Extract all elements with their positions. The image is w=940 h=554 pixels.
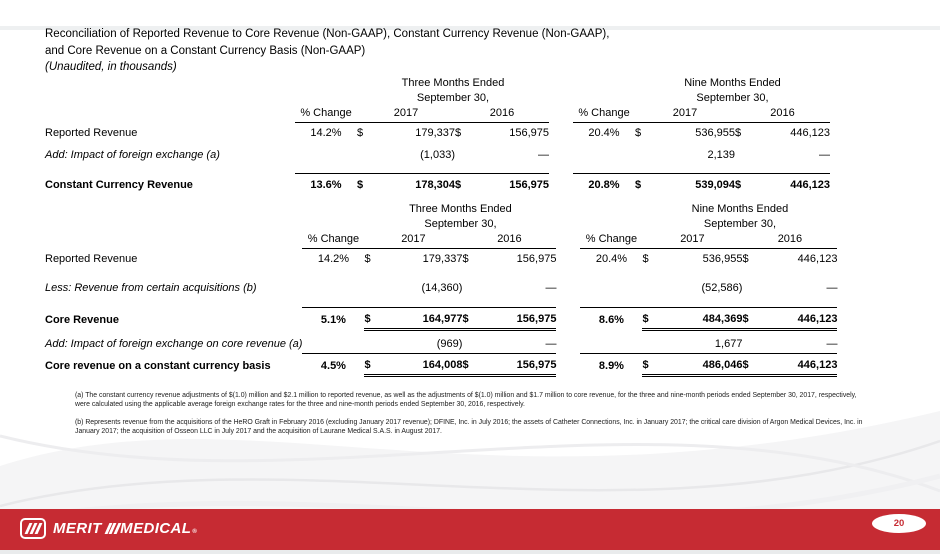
table-row-acquisitions (45, 282, 837, 308)
cell-pct-change: 14.2% (317, 252, 350, 265)
cell-pct-change: 20.8% (573, 173, 635, 195)
row-label: Add: Impact of foreign exchange (a) (45, 149, 220, 161)
dollar-sign: $ (642, 307, 662, 329)
cell-pct-change: 5.1% (302, 307, 364, 329)
dollar-sign: $ (735, 126, 742, 139)
table-row-reported-revenue (45, 122, 830, 149)
registered-mark: ® (192, 529, 198, 535)
dollar-sign: $ (364, 252, 371, 265)
cell-value: 536,955 (702, 252, 743, 265)
dollar-sign: $ (462, 252, 469, 265)
row-label: Constant Currency Revenue (45, 178, 193, 191)
table-row-reported-revenue (45, 248, 837, 282)
dollar-sign: $ (364, 307, 384, 329)
core-revenue-table (45, 202, 837, 377)
col-header-2017: 2017 (642, 232, 742, 249)
cell-value: 179,337 (422, 252, 463, 265)
cell-value: (1,033) (420, 148, 455, 161)
cell-pct-change: 20.4% (588, 126, 620, 139)
title-line-3: (Unaudited, in thousands) (45, 61, 177, 73)
cell-value: 539,094 (655, 173, 735, 195)
col-header-2017: 2017 (357, 106, 455, 123)
dollar-sign: $ (455, 126, 462, 139)
dollar-sign: $ (364, 353, 384, 375)
col-header-2016: 2016 (742, 232, 837, 249)
table-row-core-revenue (45, 307, 837, 329)
row-label: Core revenue on a constant currency basis (45, 360, 271, 372)
brand-name-medical: MEDICAL (120, 520, 192, 537)
col-header-pct-change: % Change (295, 106, 357, 123)
dollar-sign: $ (462, 353, 482, 375)
dollar-sign: $ (642, 252, 649, 265)
cell-pct-change: 14.2% (310, 126, 342, 139)
dollar-sign: $ (357, 126, 364, 139)
brand-slashes-icon (107, 523, 119, 534)
dollar-sign: $ (635, 173, 655, 195)
row-label: Core Revenue (45, 314, 119, 326)
cell-value: 178,304 (377, 173, 455, 195)
period-header-nine-months: Nine Months Ended (691, 202, 789, 215)
row-label: Add: Impact of foreign exchange on core revenue (a) (45, 338, 303, 350)
constant-currency-revenue-table (45, 76, 830, 195)
footer-bar (0, 509, 940, 550)
cell-value: 536,955 (695, 126, 735, 139)
cell-value: (14,360) (421, 281, 463, 294)
cell-value: — (826, 337, 838, 350)
cell-value: 156,975 (482, 307, 556, 329)
brand-name (53, 520, 197, 537)
footnote-b: (b) Represents revenue from the acquisitions of the HeRO Graft in February 2016 (excluding January 2017 revenue); DFINE, Inc. in July 2016; the assets of Catheter Connections, Inc. in January 2017; the critical care division of Argon Medical Devices, Inc. in January 2017; the acquisition of Osseon LLC in July 2017 and the acquisition of Laurane Medical S.A.S. in August 2017. (75, 418, 863, 436)
brand-name-merit: MERIT (53, 520, 102, 537)
title-line-1: Reconciliation of Reported Revenue to Core Revenue (Non-GAAP), Constant Currency Revenue (Non-GAAP), (45, 28, 610, 40)
slide-title (45, 26, 940, 76)
cell-value: 156,975 (509, 126, 549, 139)
cell-value: 2,139 (707, 148, 735, 161)
cell-value: 446,123 (797, 252, 838, 265)
col-header-pct-change: % Change (302, 232, 364, 249)
period-header-three-months: Three Months Ended (409, 202, 512, 215)
cell-value: (52,586) (701, 281, 743, 294)
page-number-badge: 20 (872, 514, 926, 533)
table-row-core-revenue-constant-currency (45, 353, 837, 375)
table-row-fx-impact (45, 149, 830, 174)
cell-value: 1,677 (714, 337, 743, 350)
cell-value: 486,046 (662, 353, 742, 375)
cell-value: 164,008 (384, 353, 462, 375)
cell-value: — (819, 148, 830, 161)
cell-value: (969) (436, 337, 463, 350)
row-label: Reported Revenue (45, 126, 138, 139)
col-header-2017: 2017 (635, 106, 735, 123)
cell-value: 446,123 (762, 353, 837, 375)
dollar-sign: $ (635, 126, 642, 139)
col-header-pct-change: % Change (580, 232, 642, 249)
period-header-three-months: Three Months Ended (401, 76, 505, 89)
dollar-sign: $ (455, 173, 475, 195)
dollar-sign: $ (357, 173, 377, 195)
cell-value: 164,977 (384, 307, 462, 329)
cell-value: 156,975 (475, 173, 549, 195)
table-row-fx-impact-core (45, 329, 837, 353)
col-header-2016: 2016 (462, 232, 556, 249)
period-subheader-nine-months: September 30, (696, 91, 769, 104)
cell-value: — (545, 281, 557, 294)
row-label: Less: Revenue from certain acquisitions (b) (45, 282, 257, 294)
merit-medical-logo (20, 518, 197, 539)
cell-pct-change: 8.6% (580, 307, 642, 329)
period-subheader-three-months: September 30, (416, 91, 490, 104)
cell-value: 446,123 (762, 307, 837, 329)
table-row-constant-currency-revenue (45, 173, 830, 195)
period-header-nine-months: Nine Months Ended (684, 76, 781, 89)
cell-value: 446,123 (790, 126, 830, 139)
dollar-sign: $ (462, 307, 482, 329)
dollar-sign: $ (735, 173, 755, 195)
cell-pct-change: 4.5% (302, 353, 364, 375)
title-line-2: and Core Revenue on a Constant Currency Basis (Non-GAAP) (45, 44, 366, 57)
cell-value: 156,975 (516, 252, 557, 265)
col-header-2016: 2016 (735, 106, 830, 123)
col-header-2017: 2017 (364, 232, 462, 249)
slide (0, 26, 940, 554)
bottom-divider (0, 550, 940, 554)
cell-value: 179,337 (415, 126, 455, 139)
dollar-sign: $ (642, 353, 662, 375)
cell-value: 484,369 (662, 307, 742, 329)
footnote-a: (a) The constant currency revenue adjustments of $(1.0) million and $2.1 million to reported revenue, as well as the adjustments of $(1.0) million and $1.7 million to core revenue, for the three and nine-month periods ended September 30, 2017, respectively, were calculated using the applicable average foreign exchange rates for the three and nine-month periods ended September 30, 2016, respectively. (75, 391, 857, 409)
period-subheader-three-months: September 30, (424, 217, 497, 230)
cell-pct-change: 20.4% (595, 252, 628, 265)
cell-pct-change: 13.6% (295, 173, 357, 195)
dollar-sign: $ (742, 252, 749, 265)
col-header-pct-change: % Change (573, 106, 635, 123)
cell-value: — (538, 148, 549, 161)
cell-value: 156,975 (482, 353, 556, 375)
dollar-sign: $ (742, 353, 762, 375)
logo-stripes-icon (20, 518, 46, 539)
dollar-sign: $ (742, 307, 762, 329)
cell-pct-change: 8.9% (580, 353, 642, 375)
cell-value: — (826, 281, 838, 294)
period-subheader-nine-months: September 30, (703, 217, 777, 230)
cell-value: — (545, 337, 557, 350)
cell-value: 446,123 (755, 173, 830, 195)
footnotes (75, 391, 867, 438)
col-header-2016: 2016 (455, 106, 549, 123)
row-label: Reported Revenue (45, 252, 138, 265)
